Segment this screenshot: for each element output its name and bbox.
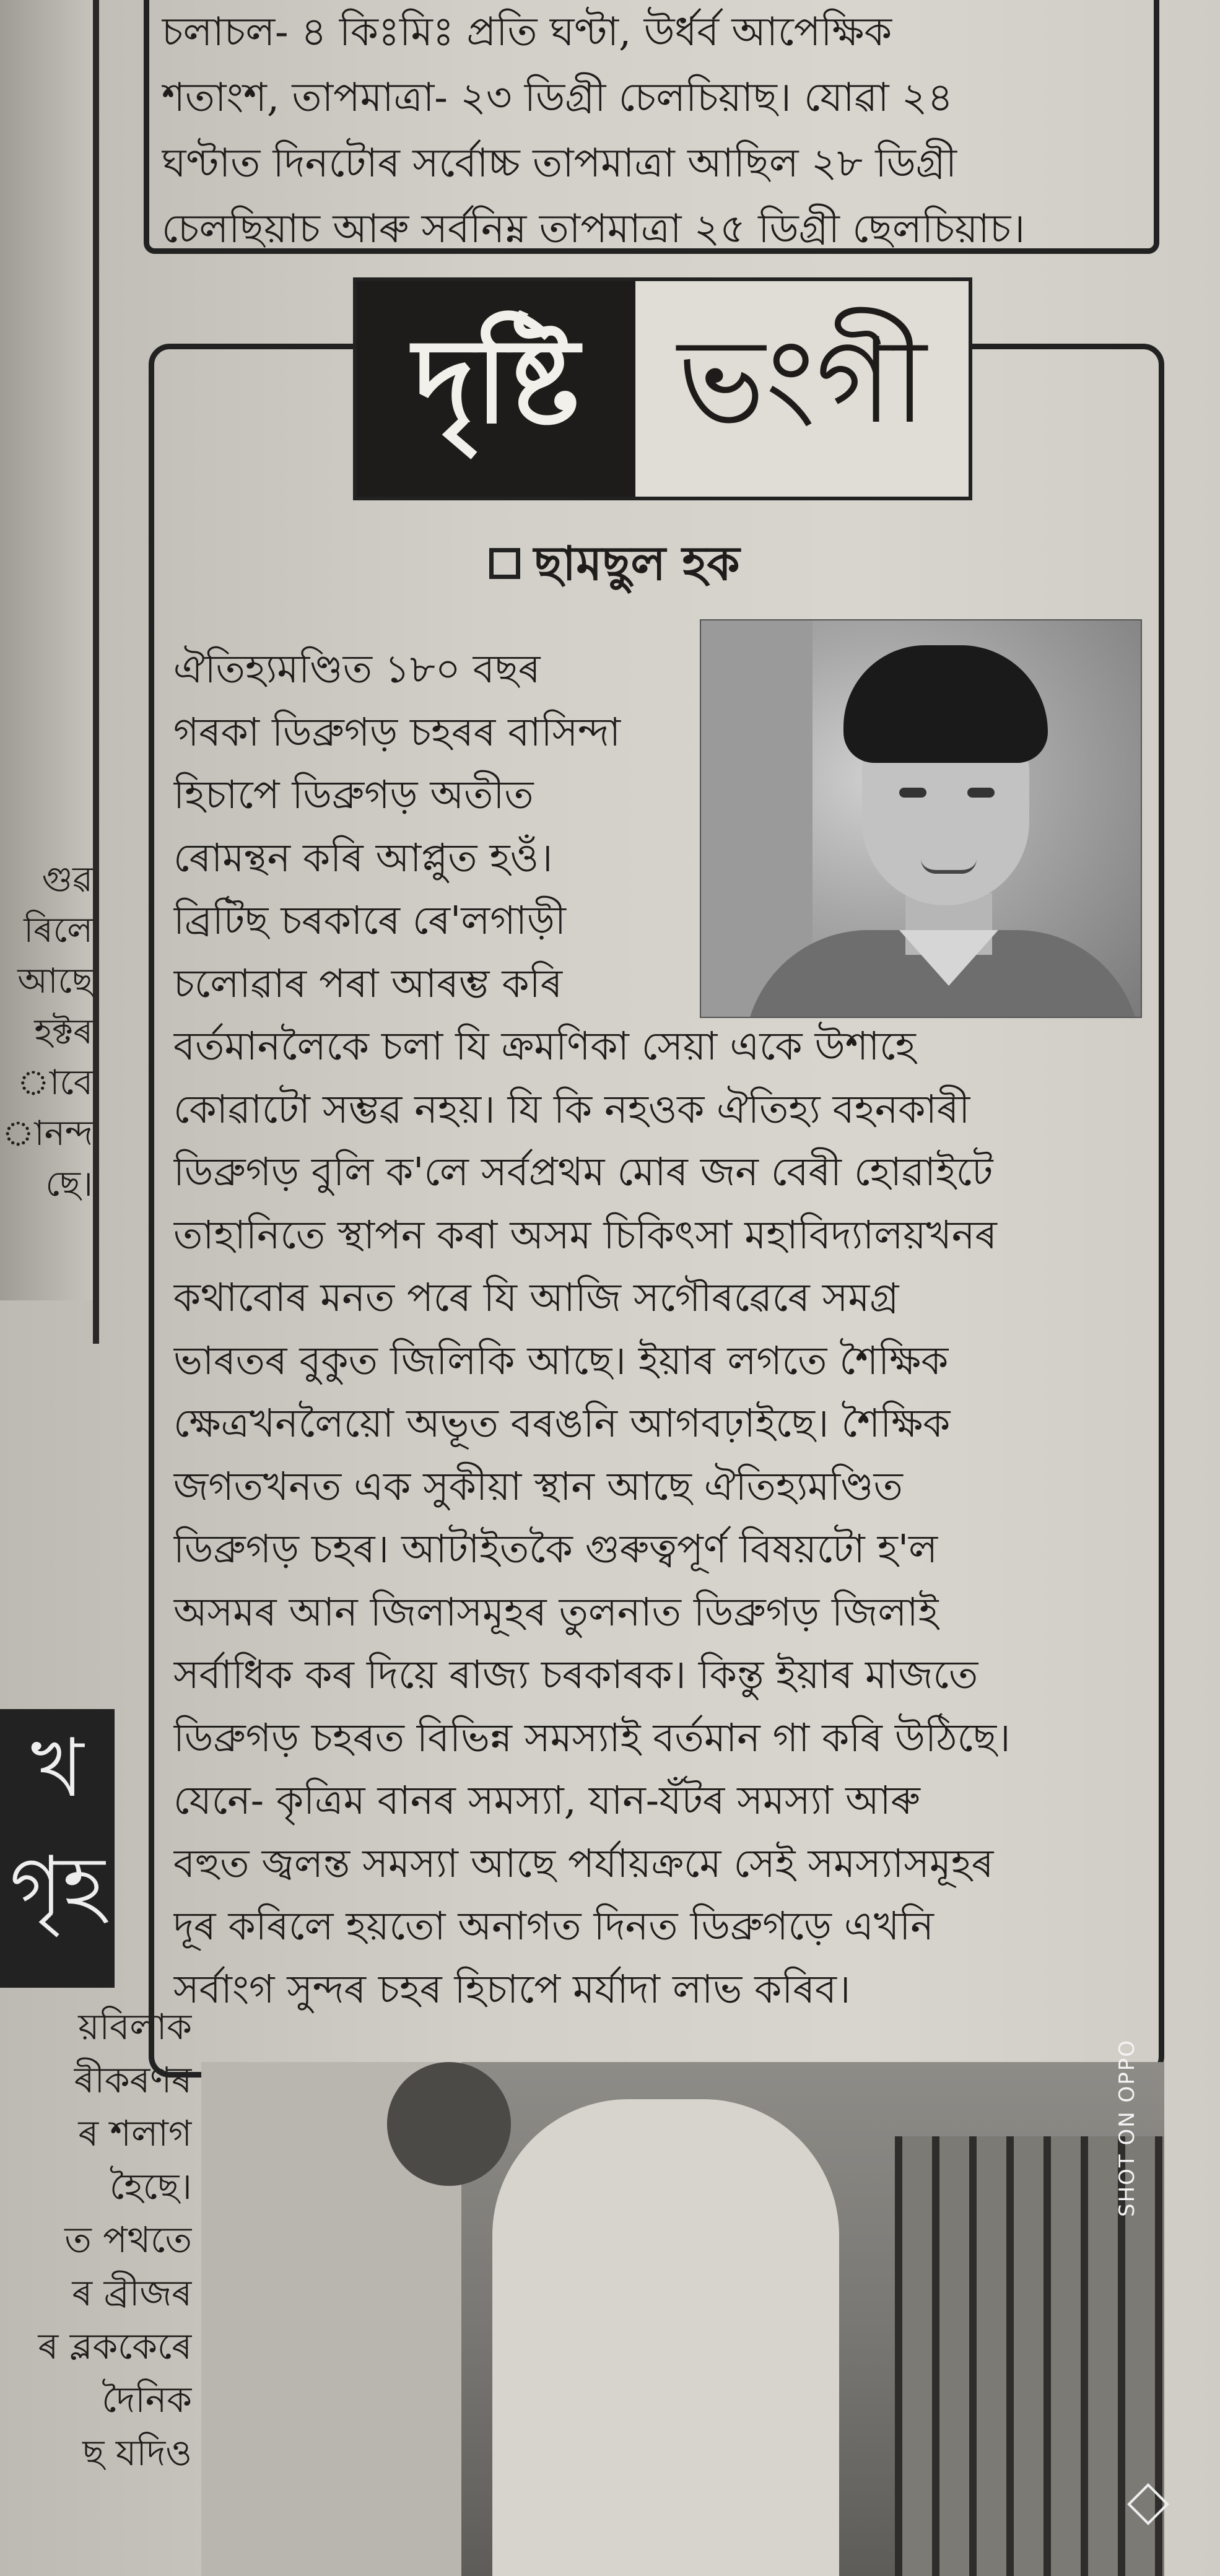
left-line: আছে — [17, 961, 93, 1001]
byline — [489, 533, 740, 594]
left-line: গুৱ — [41, 859, 93, 900]
left-line: হৈছে। — [109, 2165, 192, 2208]
article-line: তাহানিতে স্থাপন কৰা অসম চিকিৎসা মহাবিদ্যালয়খনৰ — [173, 1212, 997, 1258]
article-line: চলোৱাৰ পৰা আৰম্ভ কৰি — [173, 960, 563, 1006]
article-line: বহুত জ্বলন্ত সমস্যা আছে পৰ্যায়ক্ৰমে সেই সমস্যাসমূহৰ — [173, 1840, 994, 1886]
left-line: ছ যদিও — [82, 2432, 192, 2474]
article-line: ভাৰতৰ বুকুত জিলিকি আছে। ইয়াৰ লগতে শৈক্ষিক — [173, 1338, 949, 1383]
article-line: দূৰ কৰিলে হয়তো অনাগত দিনত ডিব্ৰুগড়ে এখনি — [173, 1904, 934, 1949]
left-line: ৰিলে — [24, 910, 93, 951]
article-line: ডিব্ৰুগড় বুলি ক'লে সৰ্বপ্ৰথম মোৰ জন বেৰী হোৱাইটে — [173, 1149, 993, 1194]
author-name: ছামছুল হক — [534, 536, 740, 591]
left-line: াবে — [17, 1063, 93, 1103]
article-line: ডিব্ৰুগড় চহৰ। আটাইতকৈ গুৰুত্বপূৰ্ণ বিষয়টো হ'ল — [173, 1526, 938, 1572]
left-line: ানন্দ — [1, 1113, 93, 1154]
article-line: বৰ্তমানলৈকে চলা যি ক্ৰমণিকা সেয়া একে উশাহে — [173, 1024, 916, 1069]
article-line: ব্ৰিটিছ চৰকাৰে ৰে'লগাড়ী — [173, 898, 566, 943]
left-line: ৰীকৰণৰ — [74, 2059, 192, 2101]
article-line: কথাবোৰ মনত পৰে যি আজি সগৌৰৱেৰে সমগ্ৰ — [173, 1275, 899, 1320]
article-body — [173, 638, 1139, 2021]
column-divider — [93, 0, 99, 1344]
left-line: ত পথতে — [64, 2219, 192, 2261]
left-column-heading-box — [0, 1709, 115, 1988]
weather-line: শতাংশ, তাপমাত্ৰা- ২৩ ডিগ্ৰী চেলচিয়াছ। যোৱা ২৪ — [162, 75, 953, 121]
article-line: অসমৰ আন জিলাসমূহৰ তুলনাত ডিব্ৰুগড় জিলাই — [173, 1589, 939, 1635]
article-line: সৰ্বাংগ সুন্দৰ চহৰ হিচাপে মৰ্যাদা লাভ কৰিব। — [173, 1966, 851, 2012]
left-line: য়বিলাক — [78, 2006, 192, 2048]
left-line: ৰ শলাগ — [78, 2112, 192, 2154]
left-heading-line: খ — [30, 1721, 84, 1815]
column-title-dark: দৃষ্টি — [357, 281, 635, 497]
left-column-text-upper — [0, 855, 93, 1210]
weather-line: ঘণ্টাত দিনটোৰ সৰ্বোচ্চ তাপমাত্ৰা আছিল ২৮ ডিগ্ৰী — [162, 141, 957, 186]
article-line: যেনে- কৃত্ৰিম বানৰ সমস্যা, যান-যঁটৰ সমস্যা আৰু — [173, 1778, 920, 1823]
left-line: ছে। — [45, 1164, 93, 1204]
article-line: ডিব্ৰুগড় চহৰত বিভিন্ন সমস্যাই বৰ্তমান গা কৰি উঠিছে। — [173, 1715, 1011, 1760]
column-title-light: ভংগী — [677, 312, 927, 450]
article-line: জগতখনত এক সুকীয়া স্থান আছে ঐতিহ্যমণ্ডিত — [173, 1463, 903, 1509]
article-line: গৰকা ডিব্ৰুগড় চহৰৰ বাসিন্দা — [173, 709, 621, 755]
weather-line: চলাচল- ৪ কিঃমিঃ প্ৰতি ঘণ্টা, উৰ্ধৰ্ব আপেক্ষিক — [162, 9, 892, 55]
left-line: ৰ ব্লককেৰে — [38, 2325, 192, 2367]
column-title — [353, 277, 972, 500]
weather-line: চেলছিয়াচ আৰু সৰ্বনিম্ন তাপমাত্ৰা ২৫ ডিগ্ৰী ছেলচিয়াচ। — [162, 206, 1026, 252]
left-heading-line: গৃহ — [9, 1838, 105, 1933]
article-line: হিচাপে ডিব্ৰুগড় অতীত — [173, 772, 534, 817]
checkbox-icon — [489, 548, 520, 579]
left-line: দৈনিক — [102, 2378, 192, 2421]
news-photo — [201, 2062, 1164, 2576]
left-line: হক্টৰ — [34, 1012, 93, 1052]
article-line: ঐতিহ্যমণ্ডিত ১৮০ বছৰ — [173, 646, 541, 692]
weather-report-box — [144, 0, 1159, 254]
camera-watermark: SHOT ON OPPO — [1115, 2039, 1139, 2217]
article-line: সৰ্বাধিক কৰ দিয়ে ৰাজ্য চৰকাৰক। কিন্তু ইয়াৰ মাজতে — [173, 1652, 978, 1697]
article-line: ক্ষেত্ৰখনলৈয়ো অভূত বৰঙনি আগবঢ়াইছে। শৈক্ষিক — [173, 1401, 951, 1446]
left-line: ৰ ব্ৰীজৰ — [72, 2272, 192, 2314]
article-line: ৰোমন্থন কৰি আপ্লুত হওঁ। — [173, 835, 553, 881]
article-line: কোৱাটো সম্ভৱ নহয়। যি কি নহওক ঐতিহ্য বহনকাৰী — [173, 1086, 970, 1132]
